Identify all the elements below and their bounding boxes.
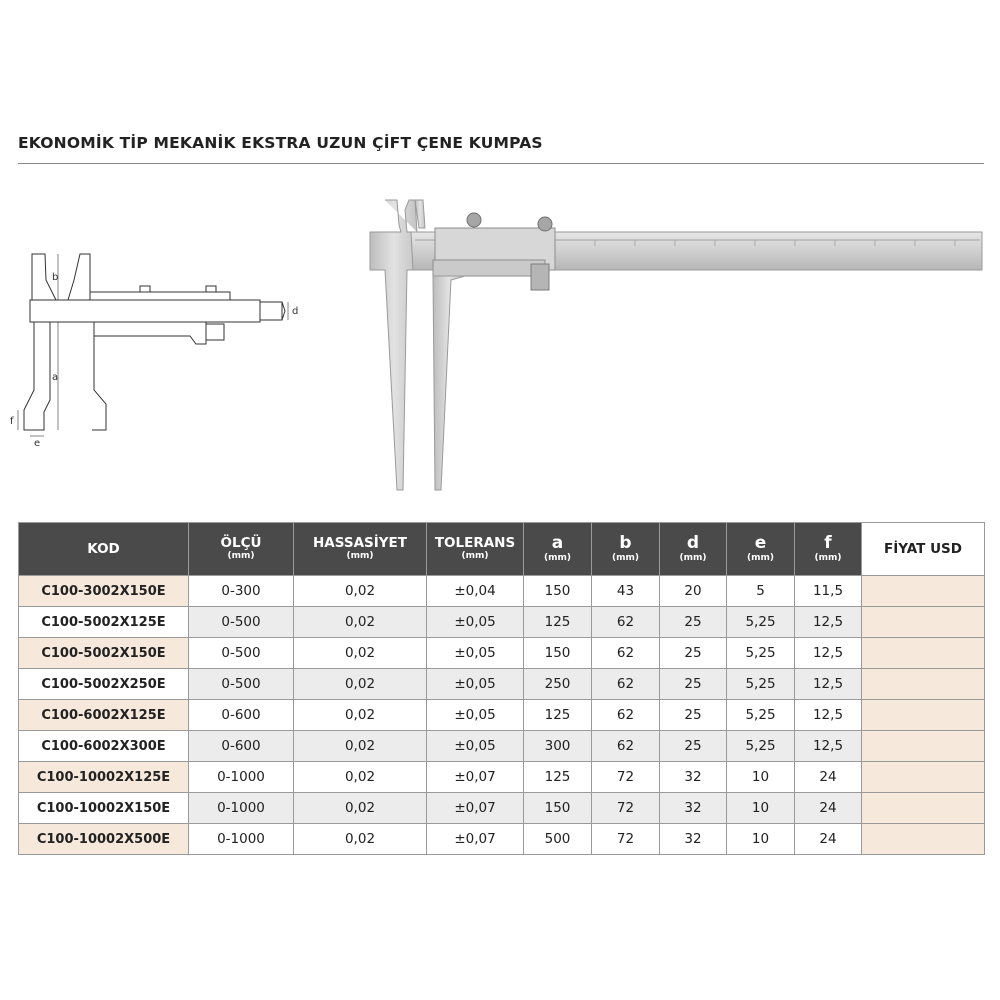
cell-kod: C100-3002X150E bbox=[19, 576, 189, 607]
table-row bbox=[19, 607, 985, 638]
cell-kod: C100-6002X125E bbox=[19, 700, 189, 731]
table-row bbox=[19, 576, 985, 607]
cell-tolerans: ±0,07 bbox=[427, 762, 524, 793]
cell-hassasiyet: 0,02 bbox=[294, 762, 427, 793]
table-row bbox=[19, 638, 985, 669]
cell-olcu: 0-500 bbox=[189, 638, 294, 669]
caliper-dimension-diagram bbox=[10, 240, 310, 450]
cell-a: 150 bbox=[524, 638, 592, 669]
cell-olcu: 0-600 bbox=[189, 700, 294, 731]
cell-kod: C100-6002X300E bbox=[19, 731, 189, 762]
cell-b: 62 bbox=[592, 607, 660, 638]
cell-f: 12,5 bbox=[795, 700, 862, 731]
cell-d: 25 bbox=[660, 731, 727, 762]
cell-d: 25 bbox=[660, 638, 727, 669]
cell-e: 10 bbox=[727, 824, 795, 855]
cell-d: 32 bbox=[660, 793, 727, 824]
cell-b: 72 bbox=[592, 824, 660, 855]
cell-olcu: 0-500 bbox=[189, 607, 294, 638]
cell-a: 125 bbox=[524, 700, 592, 731]
col-header-hassasiyet: HASSASİYET (mm) bbox=[294, 523, 427, 576]
cell-hassasiyet: 0,02 bbox=[294, 824, 427, 855]
cell-olcu: 0-1000 bbox=[189, 824, 294, 855]
cell-d: 25 bbox=[660, 669, 727, 700]
cell-hassasiyet: 0,02 bbox=[294, 638, 427, 669]
cell-tolerans: ±0,07 bbox=[427, 793, 524, 824]
cell-b: 62 bbox=[592, 700, 660, 731]
cell-b: 72 bbox=[592, 762, 660, 793]
cell-fiyat bbox=[862, 607, 985, 638]
cell-hassasiyet: 0,02 bbox=[294, 731, 427, 762]
cell-olcu: 0-600 bbox=[189, 731, 294, 762]
dim-label-d: d bbox=[292, 306, 299, 317]
cell-fiyat bbox=[862, 793, 985, 824]
cell-fiyat bbox=[862, 638, 985, 669]
cell-tolerans: ±0,05 bbox=[427, 638, 524, 669]
cell-kod: C100-10002X125E bbox=[19, 762, 189, 793]
cell-tolerans: ±0,05 bbox=[427, 700, 524, 731]
cell-hassasiyet: 0,02 bbox=[294, 669, 427, 700]
cell-fiyat bbox=[862, 576, 985, 607]
dim-label-e: e bbox=[34, 438, 41, 449]
table-header-row bbox=[19, 523, 985, 576]
cell-kod: C100-10002X150E bbox=[19, 793, 189, 824]
cell-b: 62 bbox=[592, 669, 660, 700]
table-row bbox=[19, 731, 985, 762]
cell-tolerans: ±0,05 bbox=[427, 731, 524, 762]
cell-b: 72 bbox=[592, 793, 660, 824]
cell-e: 5,25 bbox=[727, 700, 795, 731]
col-header-fiyat: FİYAT USD bbox=[862, 523, 985, 576]
cell-olcu: 0-1000 bbox=[189, 762, 294, 793]
cell-b: 62 bbox=[592, 731, 660, 762]
cell-hassasiyet: 0,02 bbox=[294, 576, 427, 607]
cell-a: 125 bbox=[524, 607, 592, 638]
table-row bbox=[19, 762, 985, 793]
cell-kod: C100-5002X150E bbox=[19, 638, 189, 669]
cell-d: 25 bbox=[660, 607, 727, 638]
cell-f: 12,5 bbox=[795, 669, 862, 700]
cell-e: 10 bbox=[727, 793, 795, 824]
cell-f: 12,5 bbox=[795, 607, 862, 638]
table-row bbox=[19, 824, 985, 855]
cell-kod: C100-10002X500E bbox=[19, 824, 189, 855]
cell-e: 5,25 bbox=[727, 607, 795, 638]
cell-d: 20 bbox=[660, 576, 727, 607]
cell-f: 12,5 bbox=[795, 731, 862, 762]
cell-hassasiyet: 0,02 bbox=[294, 700, 427, 731]
cell-hassasiyet: 0,02 bbox=[294, 607, 427, 638]
dim-label-b: b bbox=[52, 272, 59, 283]
cell-olcu: 0-1000 bbox=[189, 793, 294, 824]
table-row bbox=[19, 793, 985, 824]
col-header-olcu: ÖLÇÜ (mm) bbox=[189, 523, 294, 576]
cell-a: 150 bbox=[524, 576, 592, 607]
dim-label-f: f bbox=[10, 416, 14, 427]
cell-f: 12,5 bbox=[795, 638, 862, 669]
col-header-a: a (mm) bbox=[524, 523, 592, 576]
specs-table bbox=[18, 522, 985, 855]
cell-kod: C100-5002X125E bbox=[19, 607, 189, 638]
cell-e: 5,25 bbox=[727, 638, 795, 669]
cell-a: 150 bbox=[524, 793, 592, 824]
col-header-f: f (mm) bbox=[795, 523, 862, 576]
cell-kod: C100-5002X250E bbox=[19, 669, 189, 700]
cell-tolerans: ±0,05 bbox=[427, 607, 524, 638]
cell-fiyat bbox=[862, 700, 985, 731]
cell-olcu: 0-500 bbox=[189, 669, 294, 700]
cell-a: 300 bbox=[524, 731, 592, 762]
cell-f: 24 bbox=[795, 824, 862, 855]
col-header-e: e (mm) bbox=[727, 523, 795, 576]
table-row bbox=[19, 669, 985, 700]
cell-e: 5 bbox=[727, 576, 795, 607]
col-header-kod: KOD bbox=[19, 523, 189, 576]
caliper-product-image bbox=[355, 190, 995, 500]
cell-b: 62 bbox=[592, 638, 660, 669]
cell-a: 250 bbox=[524, 669, 592, 700]
col-header-b: b (mm) bbox=[592, 523, 660, 576]
cell-tolerans: ±0,04 bbox=[427, 576, 524, 607]
cell-fiyat bbox=[862, 824, 985, 855]
cell-d: 25 bbox=[660, 700, 727, 731]
cell-e: 10 bbox=[727, 762, 795, 793]
cell-fiyat bbox=[862, 762, 985, 793]
cell-e: 5,25 bbox=[727, 669, 795, 700]
col-header-d: d (mm) bbox=[660, 523, 727, 576]
cell-d: 32 bbox=[660, 762, 727, 793]
cell-tolerans: ±0,07 bbox=[427, 824, 524, 855]
col-header-tolerans: TOLERANS (mm) bbox=[427, 523, 524, 576]
cell-a: 125 bbox=[524, 762, 592, 793]
cell-tolerans: ±0,05 bbox=[427, 669, 524, 700]
dim-label-a: a bbox=[52, 372, 59, 383]
cell-hassasiyet: 0,02 bbox=[294, 793, 427, 824]
cell-fiyat bbox=[862, 731, 985, 762]
cell-b: 43 bbox=[592, 576, 660, 607]
cell-f: 24 bbox=[795, 793, 862, 824]
cell-f: 11,5 bbox=[795, 576, 862, 607]
cell-d: 32 bbox=[660, 824, 727, 855]
title-divider bbox=[18, 163, 984, 164]
cell-fiyat bbox=[862, 669, 985, 700]
page-title: EKONOMİK TİP MEKANİK EKSTRA UZUN ÇİFT ÇENE KUMPAS bbox=[18, 134, 543, 152]
table-row bbox=[19, 700, 985, 731]
cell-f: 24 bbox=[795, 762, 862, 793]
cell-olcu: 0-300 bbox=[189, 576, 294, 607]
cell-a: 500 bbox=[524, 824, 592, 855]
cell-e: 5,25 bbox=[727, 731, 795, 762]
